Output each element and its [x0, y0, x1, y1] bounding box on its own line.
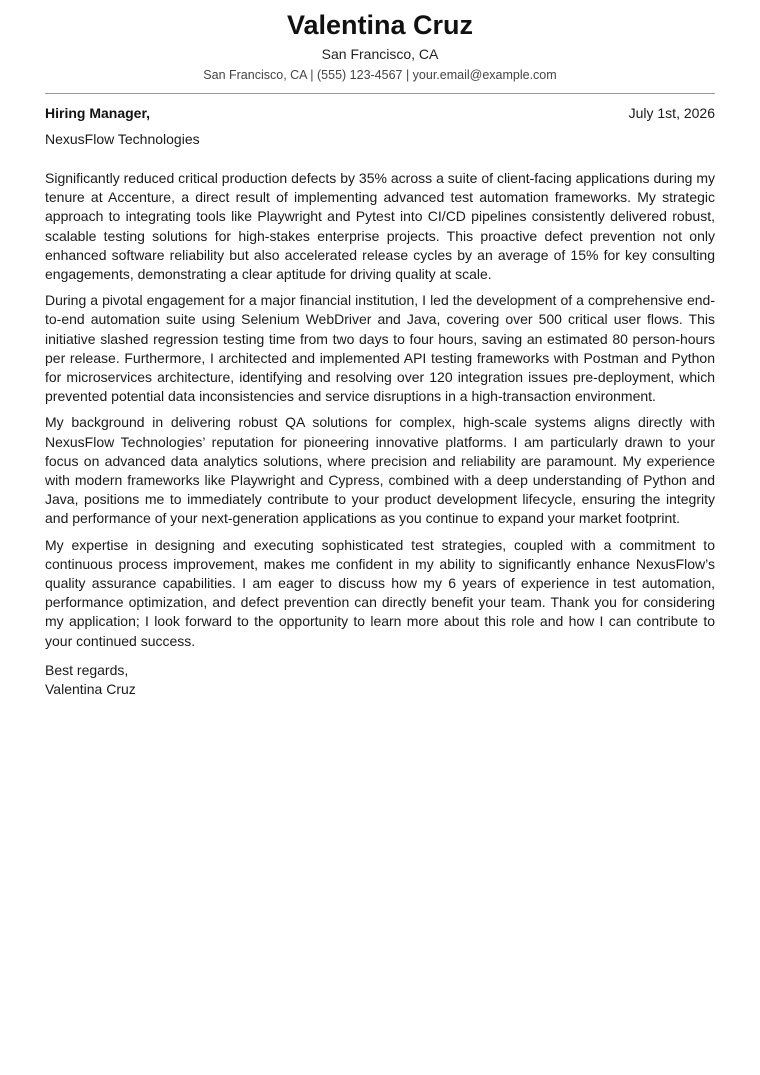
letter-closing-block	[45, 661, 715, 699]
recipient-company: NexusFlow Technologies	[45, 131, 200, 147]
applicant-contact-line: San Francisco, CA | (555) 123-4567 | your.email@example.com	[203, 68, 557, 82]
applicant-name: Valentina Cruz	[286, 10, 474, 40]
recipient-salutation: Hiring Manager,	[45, 105, 151, 121]
letter-body	[45, 169, 715, 651]
body-paragraph: During a pivotal engagement for a major financial institution, I led the development of a comprehensive end-to-end automation suite using Selenium WebDriver and Java, covering over 500 critical user flows. This initiative slashed regression testing time from two days to four hours, saving an estimated 80 person-hours per release. Furthermore, I architected and implemented API testing frameworks with Postman and Python for microservices architecture, identifying and resolving over 120 integration issues pre-deployment, which prevented potential data inconsistencies and service disruptions in a high-transaction environment.	[45, 292, 715, 405]
signature-name: Valentina Cruz	[45, 681, 136, 698]
closing-phrase: Best regards,	[45, 661, 129, 678]
body-paragraph: Significantly reduced critical production defects by 35% across a suite of client-facing applications during my tenure at Accenture, a direct result of implementing advanced test automation frameworks. My strategic approach to integrating tools like Playwright and Pytest into CI/CD pipelines consistently delivered robust, scalable testing solutions for high-stakes enterprise projects. This proactive defect prevention not only enhanced software reliability but also accelerated release cycles by an average of 15% for key consulting engagements, demonstrating a clear aptitude for driving quality at scale.	[45, 170, 715, 283]
body-paragraph: My background in delivering robust QA solutions for complex, high-scale systems aligns directly with NexusFlow Technologies’ reputation for pioneering innovative platforms. I am particularly drawn to your focus on advanced data analytics solutions, where precision and reliability are paramount. My experience with modern frameworks like Playwright and Cypress, combined with a deep understanding of Python and Java, positions me to immediately contribute to your product development lifecycle, ensuring the integrity and performance of your next-generation applications as you continue to expand your market footprint.	[45, 414, 715, 527]
body-paragraph: My expertise in designing and executing sophisticated test strategies, coupled with a commitment to continuous process improvement, makes me confident in my ability to significantly enhance NexusFlow’s quality assurance capabilities. I am eager to discuss how my 6 years of experience in test automation, performance optimization, and defect prevention can directly benefit your team. Thank you for considering my application; I look forward to the opportunity to learn more about this role and how I can contribute to your continued success.	[45, 536, 715, 649]
applicant-location: San Francisco, CA	[321, 46, 439, 62]
letter-meta-row	[45, 104, 715, 122]
letter-date: July 1st, 2026	[628, 105, 715, 121]
letter-header	[45, 8, 715, 84]
header-divider	[45, 93, 715, 94]
